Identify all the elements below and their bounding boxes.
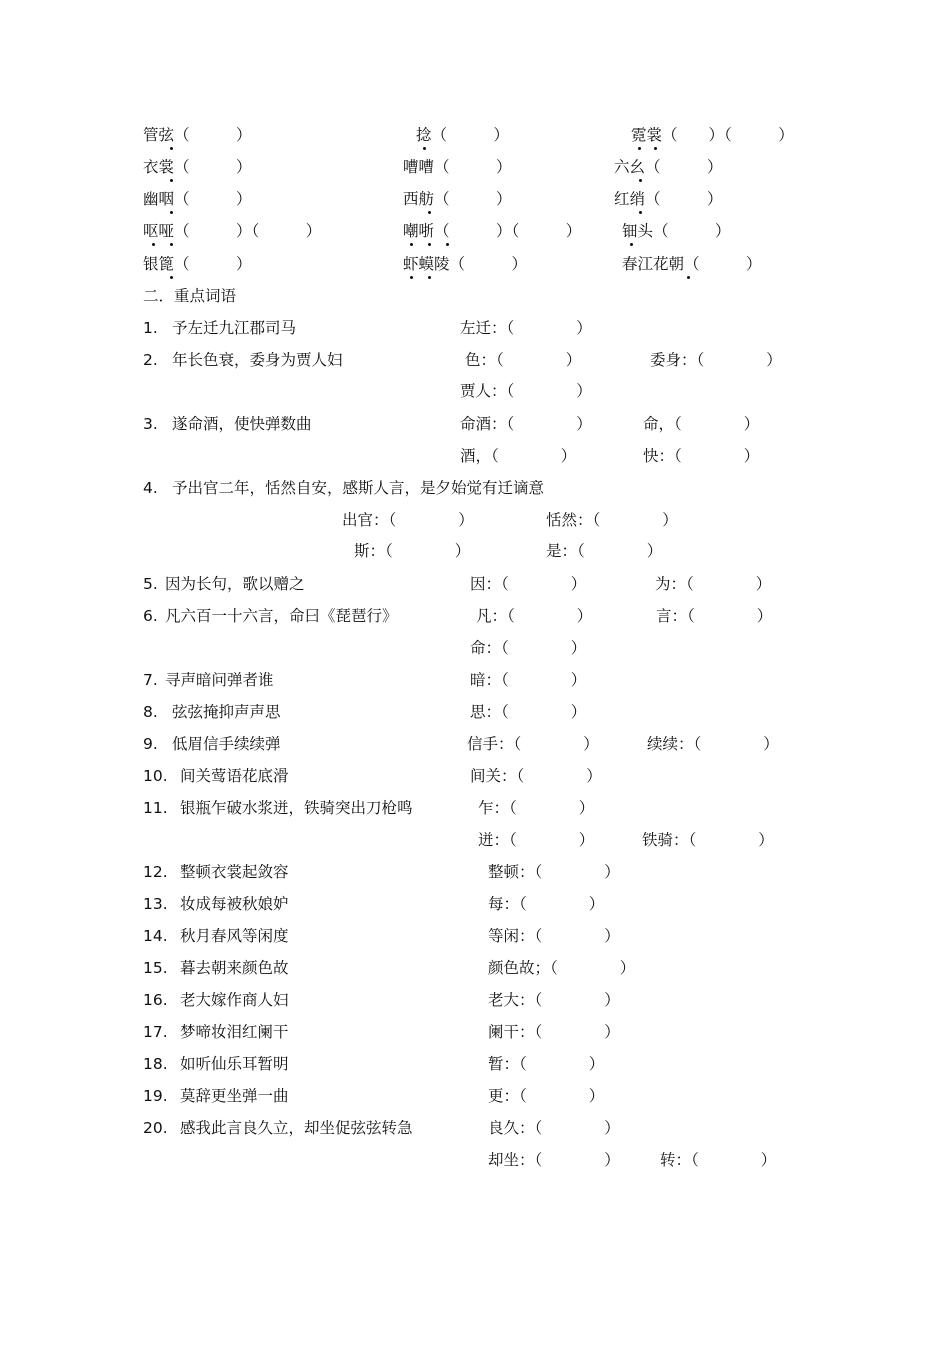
gloss-blank: 整顿：（ ） (488, 863, 620, 881)
gloss-blank: 转：（ ） (660, 1151, 777, 1169)
vocab-sentence: 梦啼妆泪红阑干 (180, 1023, 289, 1041)
vocab-sentence: 如听仙乐耳暂明 (180, 1055, 289, 1073)
item-number: 4. (143, 479, 158, 497)
gloss-blank: 委身：（ ） (650, 351, 782, 369)
emphasis-dot (630, 243, 633, 246)
vocab-sentence: 年长色衰，委身为贾人妇 (172, 351, 343, 369)
gloss-blank: 暗：（ ） (470, 671, 587, 689)
vocab-sentence: 低眉信手续续弹 (172, 735, 281, 753)
gloss-blank: 思：（ ） (470, 703, 587, 721)
emphasis-dot (428, 276, 431, 279)
vocab-sentence: 暮去朝来颜色故 (180, 959, 289, 977)
emphasis-dot (639, 211, 642, 214)
emphasis-dot (638, 147, 641, 150)
pinyin-item-nichang: 霓裳（ ）（ ） (631, 126, 794, 144)
gloss-blank: 却坐：（ ） (488, 1151, 620, 1169)
gloss-blank: 因：（ ） (470, 575, 587, 593)
item-number: 14. (143, 927, 168, 945)
gloss-blank: 乍：（ ） (478, 799, 595, 817)
pinyin-item-ouya: 呕哑（ ）（ ） (143, 222, 322, 240)
gloss-blank: 良久：（ ） (488, 1119, 620, 1137)
vocab-sentence: 寻声暗问弹者谁 (165, 671, 274, 689)
pinyin-item-caocao: 嘈嘈（ ） (403, 158, 512, 176)
gloss-blank: 恬然：（ ） (546, 511, 678, 529)
emphasis-dot (423, 147, 426, 150)
gloss-blank: 老大：（ ） (488, 991, 620, 1009)
pinyin-item-liuyao: 六幺（ ） (614, 158, 723, 176)
item-number: 8. (143, 703, 158, 721)
vocab-sentence: 感我此言良久立，却坐促弦弦转急 (180, 1119, 413, 1137)
vocab-sentence: 弦弦掩抑声声思 (172, 703, 281, 721)
pinyin-item-youye: 幽咽（ ） (143, 190, 252, 208)
emphasis-dot (170, 147, 173, 150)
emphasis-dot (654, 147, 657, 150)
item-number: 11. (143, 799, 168, 817)
item-number: 15. (143, 959, 168, 977)
item-number: 2. (143, 351, 158, 369)
item-number: 9. (143, 735, 158, 753)
pinyin-item-hongxiao: 红绡（ ） (614, 190, 723, 208)
gloss-blank: 信手：（ ） (467, 735, 599, 753)
item-number: 6. (143, 607, 158, 625)
vocab-sentence: 予出官二年，恬然自安，感斯人言，是夕始觉有迁谪意 (172, 479, 545, 497)
gloss-blank: 言：（ ） (656, 607, 773, 625)
gloss-blank: 暂：（ ） (488, 1055, 605, 1073)
gloss-blank: 命酒：（ ） (460, 415, 592, 433)
pinyin-item-xifang: 西舫（ ） (403, 190, 512, 208)
gloss-blank: 命，（ ） (643, 415, 760, 433)
vocab-sentence: 凡六百一十六言，命曰《琵琶行》 (165, 607, 398, 625)
gloss-blank: 为：（ ） (655, 575, 772, 593)
item-number: 10. (143, 767, 168, 785)
item-number: 17. (143, 1023, 168, 1041)
pinyin-item-chunjianghuazhao: 春江花朝（ ） (622, 255, 762, 273)
gloss-blank: 间关：（ ） (470, 767, 602, 785)
item-number: 1. (143, 319, 158, 337)
emphasis-dot (687, 276, 690, 279)
pinyin-item-hamaling: 虾蟆陵（ ） (403, 255, 528, 273)
vocab-sentence: 银瓶乍破水浆迸，铁骑突出刀枪鸣 (180, 799, 413, 817)
item-number: 20. (143, 1119, 168, 1137)
gloss-blank: 更：（ ） (488, 1087, 605, 1105)
section-title: 二．重点词语 (143, 287, 237, 305)
pinyin-item-yishang: 衣裳（ ） (143, 158, 252, 176)
vocab-sentence: 予左迁九江郡司马 (172, 319, 297, 337)
gloss-blank: 出官：（ ） (342, 511, 474, 529)
gloss-blank: 斯：（ ） (354, 542, 471, 560)
emphasis-dot (170, 211, 173, 214)
emphasis-dot (410, 243, 413, 246)
emphasis-dot (410, 276, 413, 279)
vocab-sentence: 莫辞更坐弹一曲 (180, 1087, 289, 1105)
pinyin-item-diantou: 钿头（ ） (622, 222, 731, 240)
emphasis-dot (446, 243, 449, 246)
item-number: 7. (143, 671, 158, 689)
item-number: 5. (143, 575, 158, 593)
pinyin-item-yinbi: 银篦（ ） (143, 255, 252, 273)
gloss-blank: 迸：（ ） (478, 831, 595, 849)
pinyin-item-guanxian: 管弦（ ） (143, 126, 252, 144)
vocab-sentence: 整顿衣裳起敛容 (180, 863, 289, 881)
emphasis-dot (170, 243, 173, 246)
item-number: 13. (143, 895, 168, 913)
gloss-blank: 凡：（ ） (476, 607, 593, 625)
gloss-blank: 酒，（ ） (460, 447, 577, 465)
pinyin-item-zhaozha: 嘲哳（ ）（ ） (403, 222, 582, 240)
vocab-sentence: 间关莺语花底滑 (180, 767, 289, 785)
gloss-blank: 贾人：（ ） (460, 382, 592, 400)
gloss-blank: 续续：（ ） (647, 735, 779, 753)
item-number: 19. (143, 1087, 168, 1105)
vocab-sentence: 因为长句，歌以赠之 (165, 575, 305, 593)
emphasis-dot (428, 243, 431, 246)
gloss-blank: 颜色故；（ ） (488, 959, 636, 977)
gloss-blank: 阑干：（ ） (488, 1023, 620, 1041)
gloss-blank: 铁骑：（ ） (642, 831, 774, 849)
item-number: 16. (143, 991, 168, 1009)
gloss-blank: 命：（ ） (470, 639, 587, 657)
emphasis-dot (152, 243, 155, 246)
vocab-sentence: 秋月春风等闲度 (180, 927, 289, 945)
gloss-blank: 等闲：（ ） (488, 927, 620, 945)
emphasis-dot (428, 211, 431, 214)
item-number: 18. (143, 1055, 168, 1073)
vocab-sentence: 遂命酒，使快弹数曲 (172, 415, 312, 433)
emphasis-dot (170, 276, 173, 279)
pinyin-item-nian: 捻（ ） (416, 126, 510, 144)
vocab-sentence: 老大嫁作商人妇 (180, 991, 289, 1009)
item-number: 3. (143, 415, 158, 433)
gloss-blank: 是：（ ） (546, 542, 663, 560)
gloss-blank: 快：（ ） (643, 447, 760, 465)
gloss-blank: 左迁：（ ） (460, 319, 592, 337)
emphasis-dot (639, 179, 642, 182)
gloss-blank: 每：（ ） (488, 895, 605, 913)
vocab-sentence: 妆成每被秋娘妒 (180, 895, 289, 913)
item-number: 12. (143, 863, 168, 881)
emphasis-dot (170, 179, 173, 182)
gloss-blank: 色：（ ） (465, 351, 582, 369)
